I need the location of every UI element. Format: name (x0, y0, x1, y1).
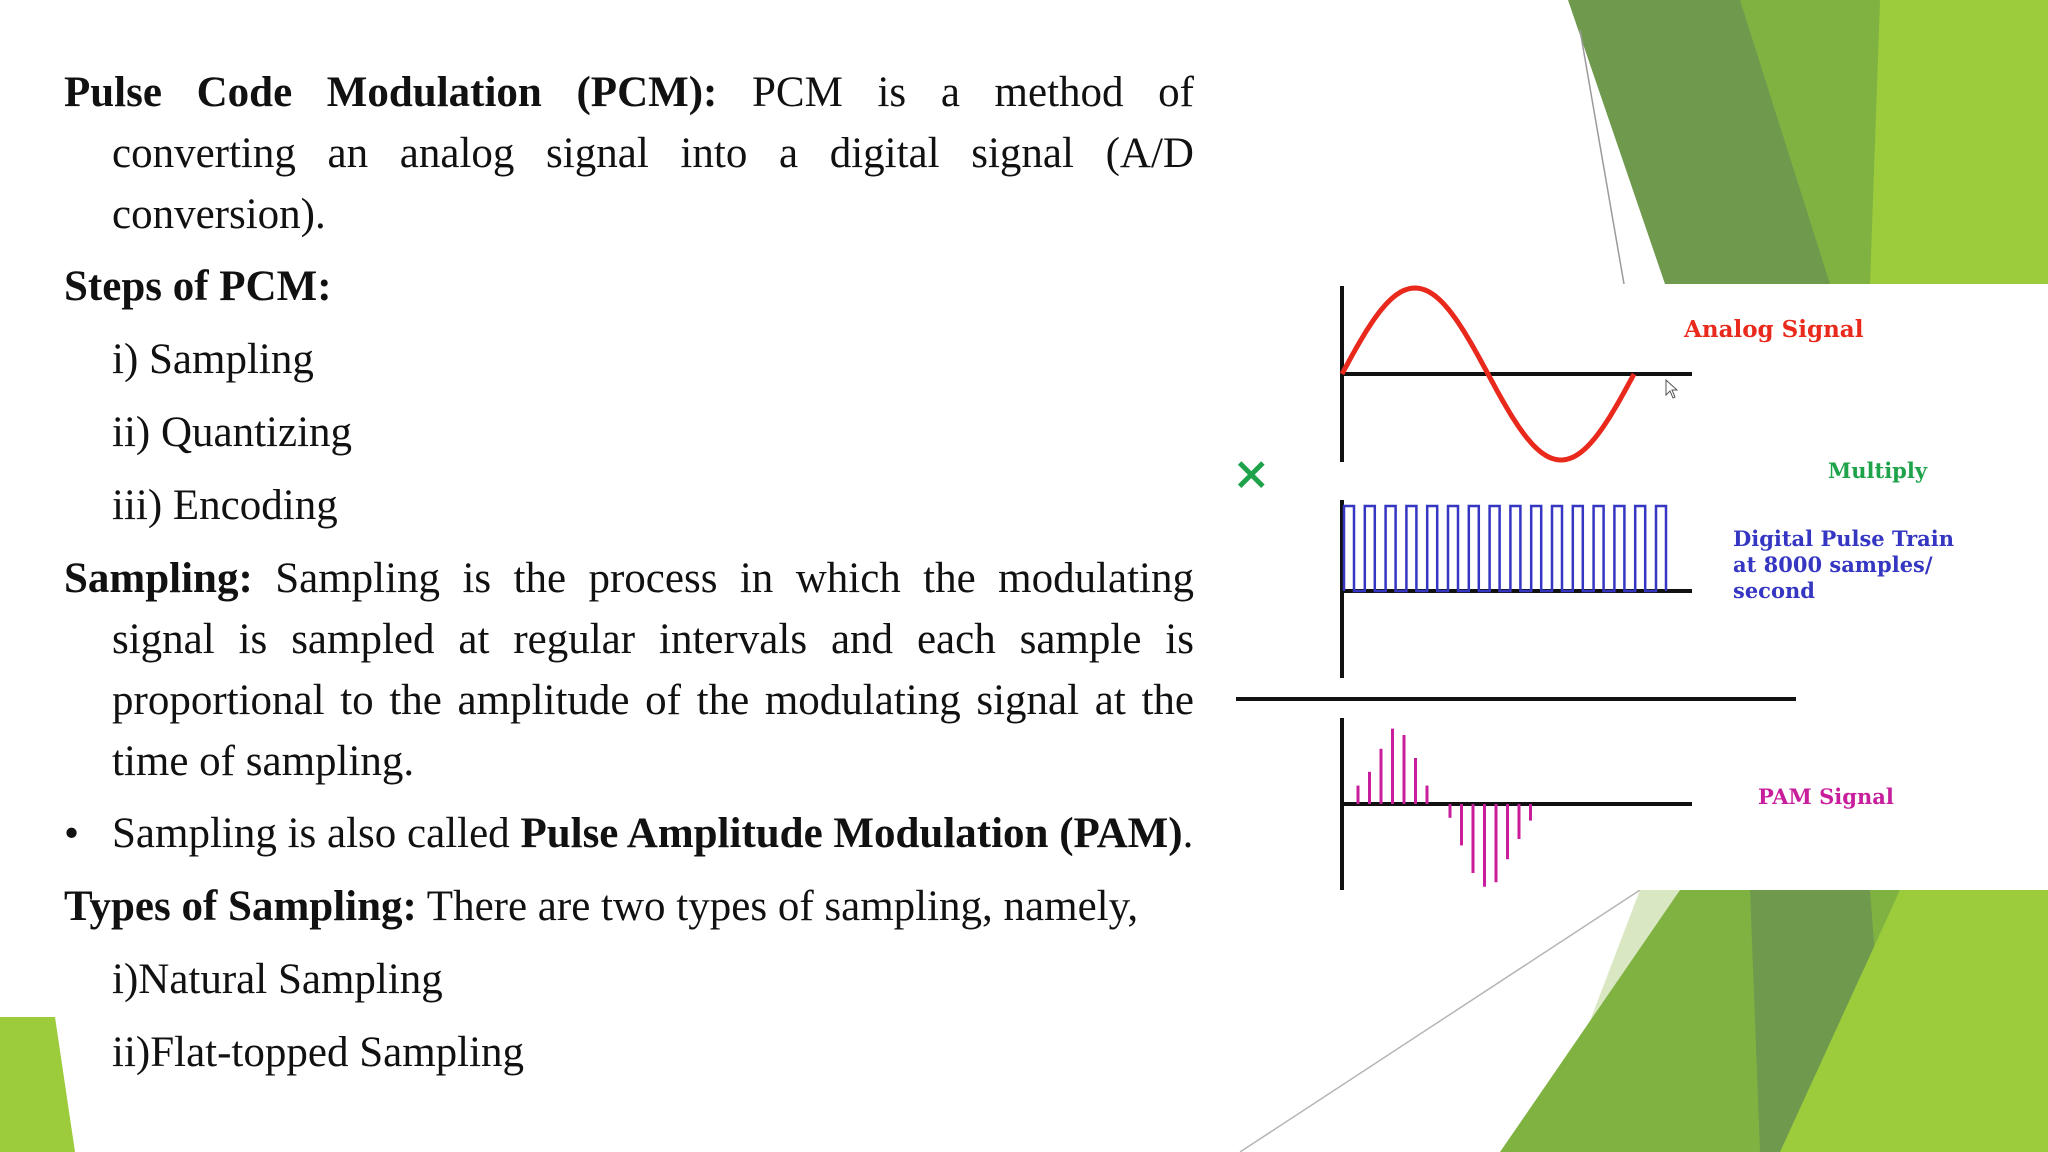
types-term: Types of Sampling: (64, 883, 417, 930)
pulse-train-label-line: at 8000 samples/ (1733, 552, 1933, 577)
sampling-type-item: ii)Flat-topped Sampling (112, 1029, 525, 1076)
deco-top-light-green (1870, 0, 2048, 284)
pcm-sampling-diagram (1228, 284, 2048, 890)
diagram-graphics (1228, 284, 2048, 890)
pam-signal-label: PAM Signal (1758, 784, 1894, 809)
step-item: i) Sampling (112, 336, 314, 383)
pam-bullet-bold: Pulse Amplitude Modulation (PAM) (520, 810, 1183, 857)
pam-bullet-prefix: Sampling is also called (112, 810, 521, 857)
analog-signal-label: Analog Signal (1684, 316, 1864, 343)
pcm-definition (64, 62, 1194, 245)
slide-text-content (64, 62, 1194, 1095)
types-text: There are two types of sampling, namely, (416, 883, 1139, 930)
pulse-train-path (1344, 506, 1666, 591)
multiply-symbol: × (1232, 446, 1271, 500)
pam-bullet-suffix: . (1182, 810, 1194, 857)
pam-signal-samples (1358, 729, 1531, 887)
sampling-type-item: i)Natural Sampling (112, 956, 443, 1003)
step-item: ii) Quantizing (112, 409, 353, 456)
sampling-definition-text: Sampling is the process in which the modulating signal is sampled at regular intervals and each sample is proportional to the amplitude of the modulating signal at the time of sampling. (112, 555, 1194, 785)
sampling-definition (64, 548, 1194, 792)
step-item: iii) Encoding (112, 482, 338, 529)
digital-pulse-train (1344, 506, 1666, 591)
sampling-term: Sampling: (64, 555, 253, 602)
bullet-dot: • (64, 810, 80, 857)
pam-bullet (64, 803, 1194, 865)
multiply-label: Multiply (1828, 458, 1928, 483)
mouse-cursor-icon (1666, 380, 1677, 398)
pulse-train-label-line: Digital Pulse Train (1733, 526, 1954, 551)
types-of-sampling (64, 876, 1194, 938)
pcm-definition-text: PCM is a method of converting an analog signal into a digital signal (A/D conversion). (112, 69, 1194, 238)
steps-heading: Steps of PCM: (64, 263, 332, 310)
pcm-term: Pulse Code Modulation (PCM): (64, 69, 718, 116)
pulse-train-label-line: second (1733, 578, 1815, 603)
